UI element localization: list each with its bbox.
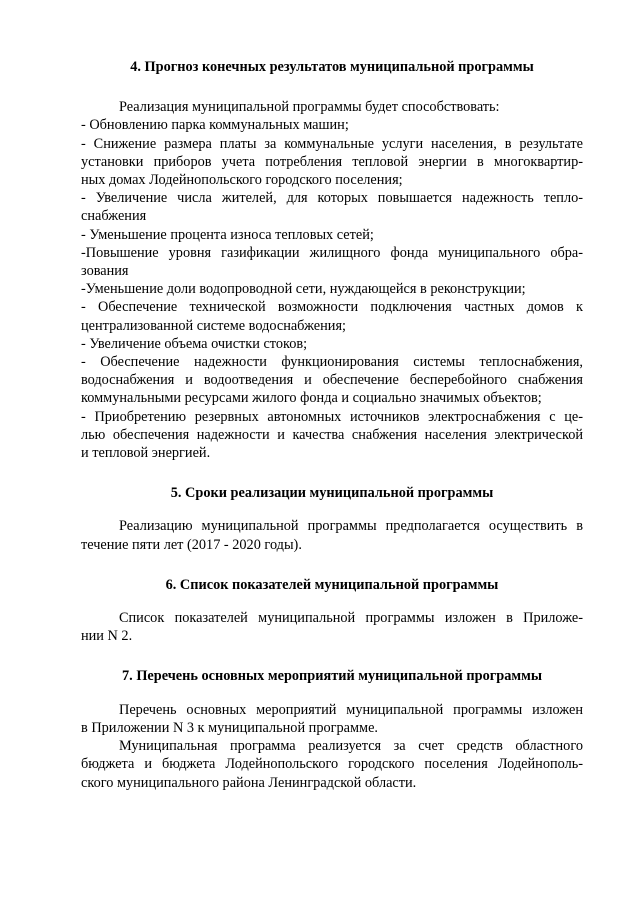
section-4-intro: Реализация муниципальной программы будет способствовать: <box>119 99 500 116</box>
section-4-heading: 4. Прогноз конечных результатов муниципальной программы <box>130 59 534 75</box>
section-4-line-5: - Увеличение числа жителей, для которых повышается надежность тепло- <box>81 190 583 207</box>
section-4-line-8: -Повышение уровня газификации жилищного фонда муниципального обра- <box>81 244 583 261</box>
section-4-line-10: -Уменьшение доли водопроводной сети, нуждающейся в реконструкции; <box>81 281 526 298</box>
section-7-p2-line-2: бюджета и бюджета Лодейнопольского городского поселения Лодейнополь- <box>81 756 583 773</box>
section-4-line-9: зования <box>81 263 129 280</box>
section-6-heading: 6. Список показателей муниципальной программы <box>165 576 499 593</box>
section-4-line-18: лью обеспечения надежности и качества снабжения населения электрической <box>81 426 583 443</box>
section-4-line-3: установки приборов учета потребления тепловой энергии в многоквартир- <box>81 153 583 170</box>
section-5 <box>81 484 583 554</box>
section-4-line-13: - Увеличение объема очистки стоков; <box>81 335 308 352</box>
section-4-line-14: - Обеспечение надежности функционирования системы теплоснабжения, <box>81 354 583 371</box>
section-4-line-17: - Приобретению резервных автономных источников электроснабжения с це- <box>81 408 583 425</box>
section-4-line-15: водоснабжения и водоотведения и обеспечение бесперебойного снабжения <box>81 372 583 389</box>
section-5-line-1: Реализацию муниципальной программы предполагается осуществить в <box>119 518 583 535</box>
document-page <box>81 58 583 792</box>
section-4-line-2: - Снижение размера платы за коммунальные услуги населения, в результате <box>81 135 583 152</box>
section-4-line-12: централизованной системе водоснабжения; <box>81 317 346 334</box>
section-7-p1-line-2: в Приложении N 3 к муниципальной программе. <box>81 719 379 736</box>
section-4-line-1: - Обновлению парка коммунальных машин; <box>81 117 349 134</box>
section-7-p2-line-3: ского муниципального района Ленинградской области. <box>81 774 417 791</box>
section-4-line-16: коммунальными ресурсами жилого фонда и социально значимых объектов; <box>81 390 542 407</box>
section-6-line-1: Список показателей муниципальной программы изложен в Приложе- <box>119 610 583 627</box>
section-5-heading: 5. Сроки реализации муниципальной программы <box>170 485 494 502</box>
section-4-line-11: - Обеспечение технической возможности подключения частных домов к <box>81 299 583 316</box>
section-7 <box>81 667 583 791</box>
section-6-line-2: нии N 2. <box>81 628 133 645</box>
section-4-line-19: и тепловой энергией. <box>81 445 211 462</box>
section-4-line-6: снабжения <box>81 208 147 225</box>
section-4 <box>81 58 583 462</box>
section-4-line-4: ных домах Лодейнопольского городского поселения; <box>81 172 403 189</box>
section-7-p2-line-1: Муниципальная программа реализуется за счет средств областного <box>119 738 583 755</box>
section-5-line-2: течение пяти лет (2017 - 2020 годы). <box>81 536 302 553</box>
section-4-line-7: - Уменьшение процента износа тепловых сетей; <box>81 226 374 243</box>
section-7-heading: 7. Перечень основных мероприятий муниципальной программы <box>122 668 542 685</box>
section-7-p1-line-1: Перечень основных мероприятий муниципальной программы изложен <box>119 701 583 718</box>
section-6 <box>81 576 583 646</box>
